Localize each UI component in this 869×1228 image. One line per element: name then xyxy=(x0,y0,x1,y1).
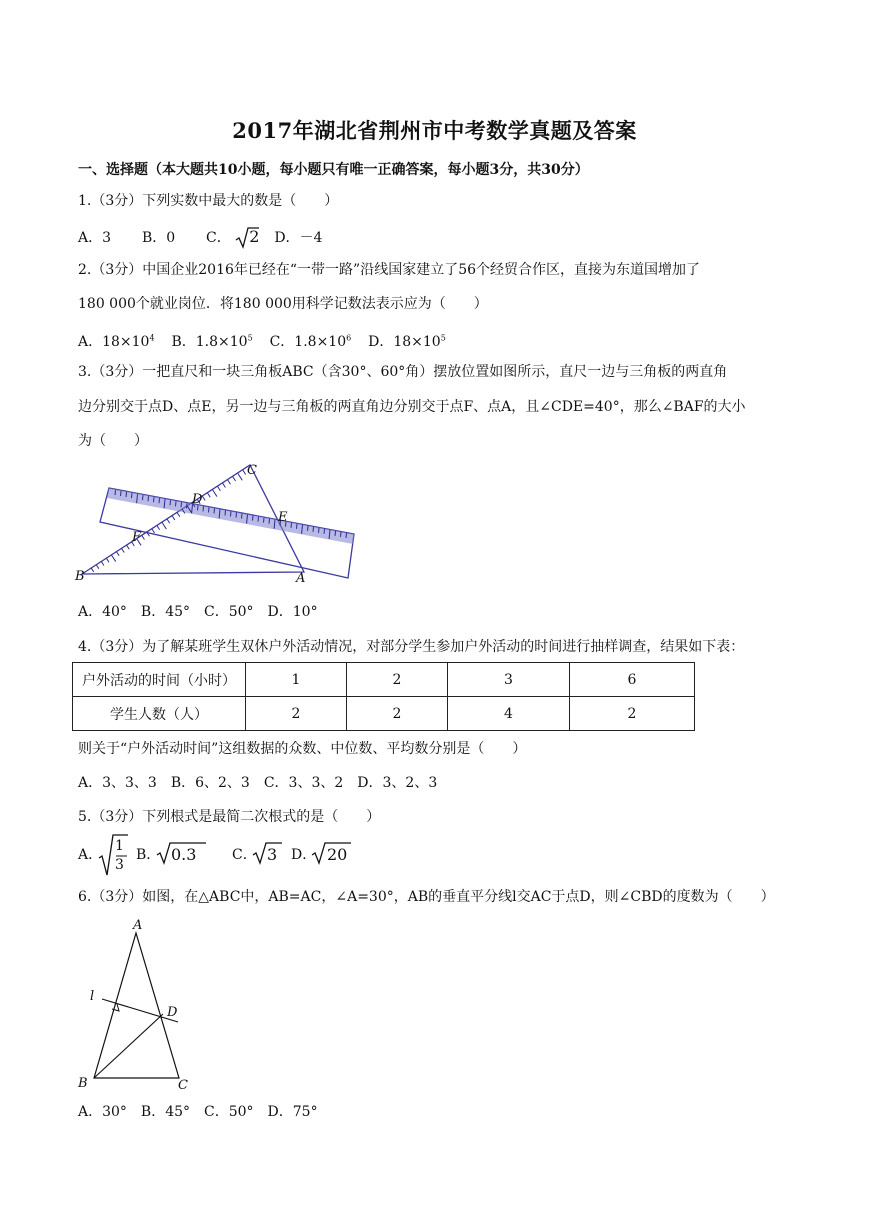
label-l: l xyxy=(90,989,95,1004)
label-B: B xyxy=(75,569,85,584)
ruler-tick xyxy=(242,514,243,519)
ruler-tick xyxy=(170,500,171,505)
triangle-tick xyxy=(121,548,124,552)
triangle-tick xyxy=(91,568,94,572)
table-row xyxy=(73,697,695,731)
table-cell: 2 xyxy=(347,663,448,697)
table-cell: 6 xyxy=(570,663,695,697)
q4-stem: 4.（3分）为了解某班学生双休户外活动情况，对部分学生参加户外活动的时间进行抽样调查，结果如下表： xyxy=(78,639,745,655)
ruler-tick xyxy=(121,491,122,496)
triangle-tick xyxy=(116,552,119,556)
q2-option-a: A．$18\times 10^4$ xyxy=(78,333,155,350)
label-D: D xyxy=(192,492,203,507)
ruler-tick xyxy=(346,533,347,538)
triangle-tick xyxy=(177,513,180,517)
q1-option-d: D．－4 xyxy=(274,230,323,246)
q3-stem-line2: 边分别交于点D、点E，另一边与三角板的两直角边分别交于点F、点A，且∠CDE=40°，那么∠BAF的大小 xyxy=(78,399,746,415)
ruler-tick xyxy=(209,507,210,512)
q5-c-radicand: 3 xyxy=(267,845,278,864)
q6-stem: 6.（3分）如图，在△ABC中，AB=AC，∠A=30°，AB的垂直平分线l交AC于点D，则∠CBD的度数为（ ） xyxy=(78,889,775,905)
triangle-tick xyxy=(162,522,166,529)
ruler-tick xyxy=(154,497,155,502)
q1-stem: 1.（3分）下列实数中最大的数是（ ） xyxy=(78,193,339,209)
q5-option-d: D． xyxy=(291,847,317,863)
ruler-tick xyxy=(126,492,127,497)
triangle-tick xyxy=(172,516,175,520)
table-cell: 4 xyxy=(448,697,570,731)
triangle-tick xyxy=(96,565,99,569)
q2-option-c: C．$1.8\times 10^6$ xyxy=(269,333,352,350)
ruler-tick xyxy=(264,518,265,523)
triangle-tick xyxy=(101,561,104,565)
ruler-tick xyxy=(148,496,149,501)
q2-stem-line2: 180 000个就业岗位．将180 000用科学记数法表示应为（ ） xyxy=(78,296,488,312)
table-row-header: 户外活动的时间（小时） xyxy=(73,663,246,697)
triangle-tick xyxy=(208,493,211,497)
q1-option-a: A．3 xyxy=(78,230,112,246)
table-cell: 2 xyxy=(347,697,448,731)
triangle-tick xyxy=(223,483,226,487)
triangle-tick xyxy=(233,477,236,481)
triangle-tick xyxy=(202,496,205,500)
triangle-tick xyxy=(167,519,170,523)
ruler-tick xyxy=(269,519,270,524)
triangle-tick xyxy=(213,490,217,497)
q5-option-b: B． xyxy=(136,847,161,863)
q3-options: A．40° B．45° C．50° D．10° xyxy=(78,604,318,620)
triangle-tick xyxy=(106,558,109,562)
ruler-tick xyxy=(143,495,144,500)
label-D: D xyxy=(167,1005,178,1020)
ruler-tick xyxy=(203,506,204,511)
q3-ruler-triangle-figure xyxy=(72,458,362,588)
ruler-tick xyxy=(176,501,177,506)
ruler-tick xyxy=(335,531,336,536)
q5-a-denominator: 3 xyxy=(115,857,124,873)
q2-option-d: D．$18\times 10^5$ xyxy=(368,333,446,350)
label-E: E xyxy=(278,510,288,525)
q2-stem-line1: 2.（3分）中国企业2016年已经在“一带一路”沿线国家建立了56个经贸合作区，直接为东道国增加了 xyxy=(78,262,701,278)
triangle-tick xyxy=(228,480,231,484)
table-row xyxy=(73,663,695,697)
ruler-tick xyxy=(341,532,342,537)
q4-question: 则关于“户外活动时间”这组数据的众数、中位数、平均数分别是（ ） xyxy=(78,741,527,757)
ruler-tick xyxy=(313,527,314,532)
q4-options: A．3、3、3 B．6、2、3 C．3、3、2 D．3、2、3 xyxy=(78,775,438,791)
triangle-tick xyxy=(152,529,155,533)
q5-stem: 5.（3分）下列根式是最简二次根式的是（ ） xyxy=(78,809,381,825)
q2-options xyxy=(78,328,446,352)
triangle-tick xyxy=(218,487,221,491)
q5-option-c: C． xyxy=(232,847,257,863)
q4-data-table xyxy=(72,662,695,731)
q6-options: A．30° B．45° C．50° D．75° xyxy=(78,1104,318,1120)
table-cell: 1 xyxy=(246,663,347,697)
triangle-tick xyxy=(111,555,115,562)
ruler-tick xyxy=(159,498,160,503)
ruler-tick xyxy=(319,528,320,533)
q1-options xyxy=(78,226,322,250)
triangle-tick xyxy=(142,535,145,539)
ruler-tick xyxy=(115,490,116,495)
ruler-tick xyxy=(187,503,188,508)
ruler-tick xyxy=(291,523,292,528)
q5-option-a: A． xyxy=(78,847,103,863)
ruler-tick xyxy=(132,493,133,498)
table-cell: 3 xyxy=(448,663,570,697)
ruler-tick xyxy=(214,508,215,513)
q5-a-numerator: 1 xyxy=(115,838,124,854)
page-title: 2017年湖北省荆州市中考数学真题及答案 xyxy=(232,118,637,143)
label-C: C xyxy=(247,463,257,478)
ruler-tick xyxy=(231,512,232,517)
section-heading: 一、选择题（本大题共10小题，每小题只有唯一正确答案，每小题3分，共30分） xyxy=(78,162,589,178)
ruler-tick xyxy=(324,529,325,534)
q2-option-b: B．$1.8\times 10^5$ xyxy=(171,333,253,350)
label-B: B xyxy=(78,1076,88,1091)
label-A: A xyxy=(296,571,306,586)
q3-stem-line1: 3.（3分）一把直尺和一块三角板ABC（含30°、60°角）摆放位置如图所示，直尺一边与三角板的两直角 xyxy=(78,364,728,380)
table-cell: 2 xyxy=(570,697,695,731)
triangle-tick xyxy=(127,545,130,549)
q5-d-radicand: 20 xyxy=(327,845,348,864)
q1-option-c: C． xyxy=(206,230,231,246)
q5-b-radicand: 0.3 xyxy=(171,845,197,864)
triangle-tick xyxy=(238,474,242,481)
table-row-header: 学生人数（人） xyxy=(73,697,246,731)
triangle-tick xyxy=(243,470,246,474)
triangle-tick xyxy=(157,526,160,530)
q6-triangle-figure xyxy=(72,915,202,1095)
ruler-tick xyxy=(236,513,237,518)
table-cell: 2 xyxy=(246,697,347,731)
ruler-tick xyxy=(258,517,259,522)
label-F: F xyxy=(132,530,142,545)
label-A: A xyxy=(133,918,143,933)
ruler-tick xyxy=(297,524,298,529)
q1-option-b: B．0 xyxy=(141,230,176,246)
ruler-tick xyxy=(181,502,182,507)
ruler-tick xyxy=(308,526,309,531)
ruler-tick xyxy=(225,510,226,515)
q1-c-radicand: 2 xyxy=(249,227,260,246)
label-C: C xyxy=(178,1078,188,1093)
ruler-tick xyxy=(253,516,254,521)
q3-stem-line3: 为（ ） xyxy=(78,433,148,449)
